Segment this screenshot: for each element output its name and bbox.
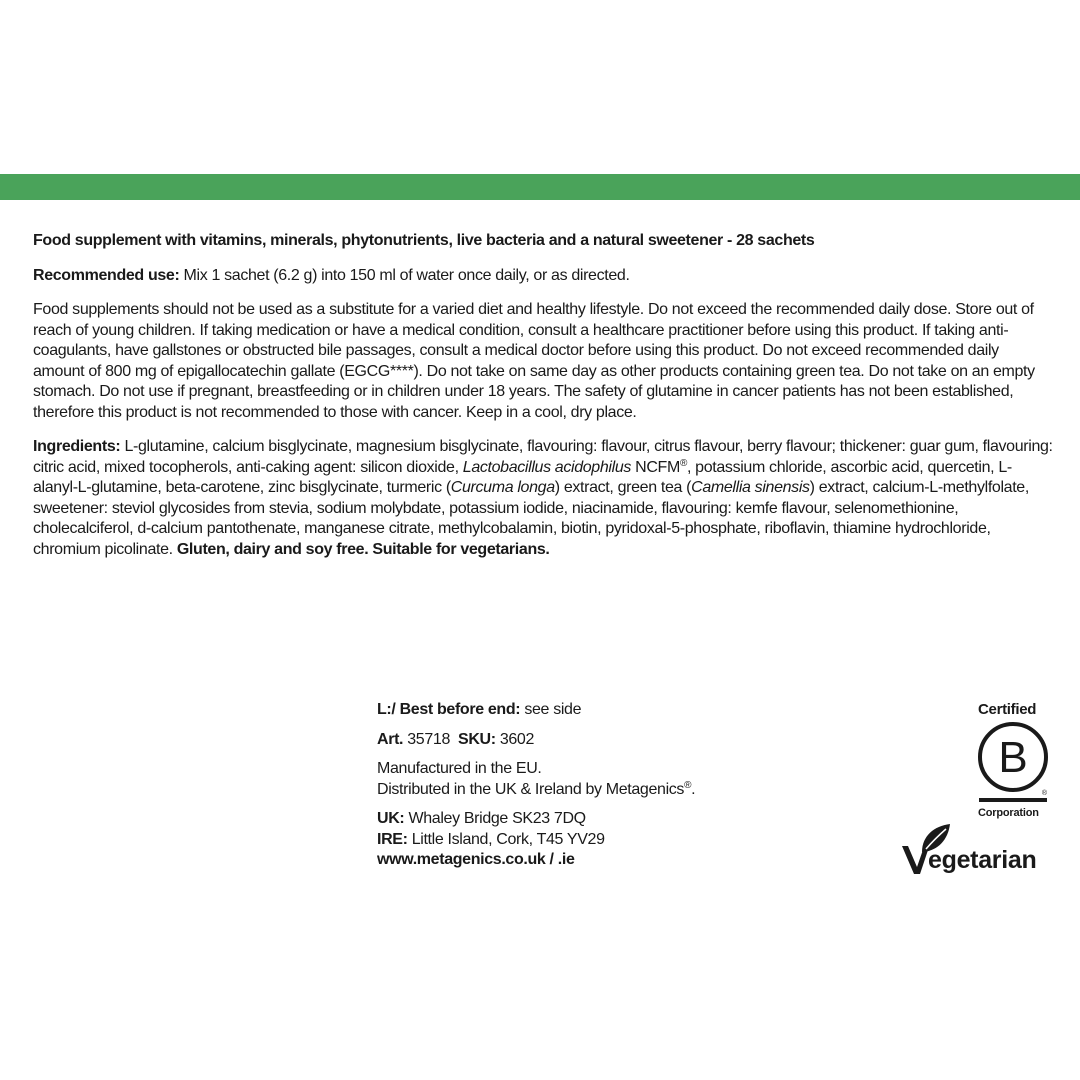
- uk-label: UK:: [377, 810, 405, 827]
- bcorp-badge: [972, 701, 1054, 819]
- recommended-use-label: Recommended use:: [33, 266, 180, 284]
- distributed-registered-mark: ®: [684, 779, 692, 791]
- ingredients-label: Ingredients:: [33, 438, 121, 455]
- best-before: [377, 700, 857, 721]
- ingredient-species-curcuma: Curcuma longa: [450, 479, 555, 496]
- bcorp-certified-text: Certified: [978, 701, 1037, 718]
- ingredient-species-camellia: Camellia sinensis: [691, 479, 810, 496]
- ingredients-part2: NCFM: [631, 458, 680, 476]
- bcorp-letter: B: [998, 733, 1028, 782]
- sku-value: 3602: [495, 730, 535, 748]
- sku-label: SKU:: [458, 730, 496, 748]
- art-value: 35718: [403, 730, 450, 748]
- recommended-use: [33, 266, 1053, 287]
- ire-label: IRE:: [377, 830, 408, 848]
- vegetarian-text: egetarian: [928, 846, 1037, 874]
- ingredients-part4: ) extract, green tea (: [554, 479, 692, 496]
- website-text: www.metagenics.co.uk / .ie: [377, 851, 575, 868]
- bcorp-logo-icon: [977, 720, 1049, 806]
- best-before-label: L:/ Best before end:: [377, 701, 521, 718]
- uk-address: Whaley Bridge SK23 7DQ: [404, 810, 586, 827]
- label-text-block: [33, 231, 1053, 574]
- ingredients-part5: ) extract, calcium-L-methylfolate, sweetener: steviol glycosides from stevia, sodium molybdate, potassium iodide, niacinamide, flavouring: kemfe flavour, selenomethionine, cholecalciferol, d-calcium pantothenate, manganese citrate, methylcobalamin, biotin, pyridoxal-5-phosphate, riboflavin, thiamine hydrochloride, chromium picolinate.: [33, 479, 1029, 558]
- distributed-end: .: [691, 780, 696, 798]
- ingredients-part1: L-glutamine, calcium bisglycinate, magnesium bisglycinate, flavouring: flavour, citrus flavour, berry flavour; thickener: guar gum, flavouring: citric acid, mixed tocopherols, anti-caking agent: silicon dioxide,: [33, 438, 1053, 476]
- best-before-value: see side: [520, 701, 582, 718]
- manufactured-text: Manufactured in the EU.: [377, 760, 542, 777]
- free-from-statement: Gluten, dairy and soy free. Suitable for vegetarians.: [176, 540, 550, 558]
- article-sku: [377, 730, 857, 751]
- art-label: Art.: [377, 730, 404, 748]
- ingredients-paragraph: [33, 437, 1053, 560]
- warnings-paragraph: Food supplements should not be used as a substitute for a varied diet and healthy lifestyle. Do not exceed the recommended daily dose. Store out of reach of young children. If taking medication or have a medical condition, consult a healthcare practitioner before using this product. If taking anti-coagulants, have gallstones or obstructed bile passages, consult a medical doctor before using this product. Do not exceed recommended daily amount of 800 mg of epigallocatechin gallate (EGCG****). Do not take on same day as other products containing green tea. Do not take on an empty stomach. Do not use if pregnant, breastfeeding or in children under 18 years. The safety of glutamine in cancer patients has not been established, therefore this product is not recommended to those with cancer. Keep in a cool, dry place.: [33, 301, 1035, 421]
- ire-address: Little Island, Cork, T45 YV29: [407, 830, 605, 848]
- registered-mark: ®: [679, 457, 687, 469]
- ingredient-species-lactobacillus: Lactobacillus acidophilus: [462, 458, 632, 476]
- distributed-text: Distributed in the UK & Ireland by Metagenics: [377, 780, 685, 798]
- recommended-use-text: Mix 1 sachet (6.2 g) into 150 ml of water once daily, or as directed.: [179, 266, 630, 284]
- green-header-band: [0, 174, 1080, 200]
- ingredients-part3: , potassium chloride, ascorbic acid, quercetin, L-alanyl-L-glutamine, beta-carotene, zinc bisglycinate, turmeric (: [33, 458, 1012, 496]
- addresses: [377, 809, 857, 871]
- footer-info: [377, 700, 857, 880]
- bcorp-corporation-text: Corporation: [978, 807, 1039, 819]
- origin-distribution: [377, 759, 857, 800]
- vegetarian-badge: [900, 822, 1060, 882]
- bcorp-registered-mark: ®: [1041, 790, 1047, 797]
- product-headline: Food supplement with vitamins, minerals, phytonutrients, live bacteria and a natural sweetener - 28 sachets: [33, 232, 815, 249]
